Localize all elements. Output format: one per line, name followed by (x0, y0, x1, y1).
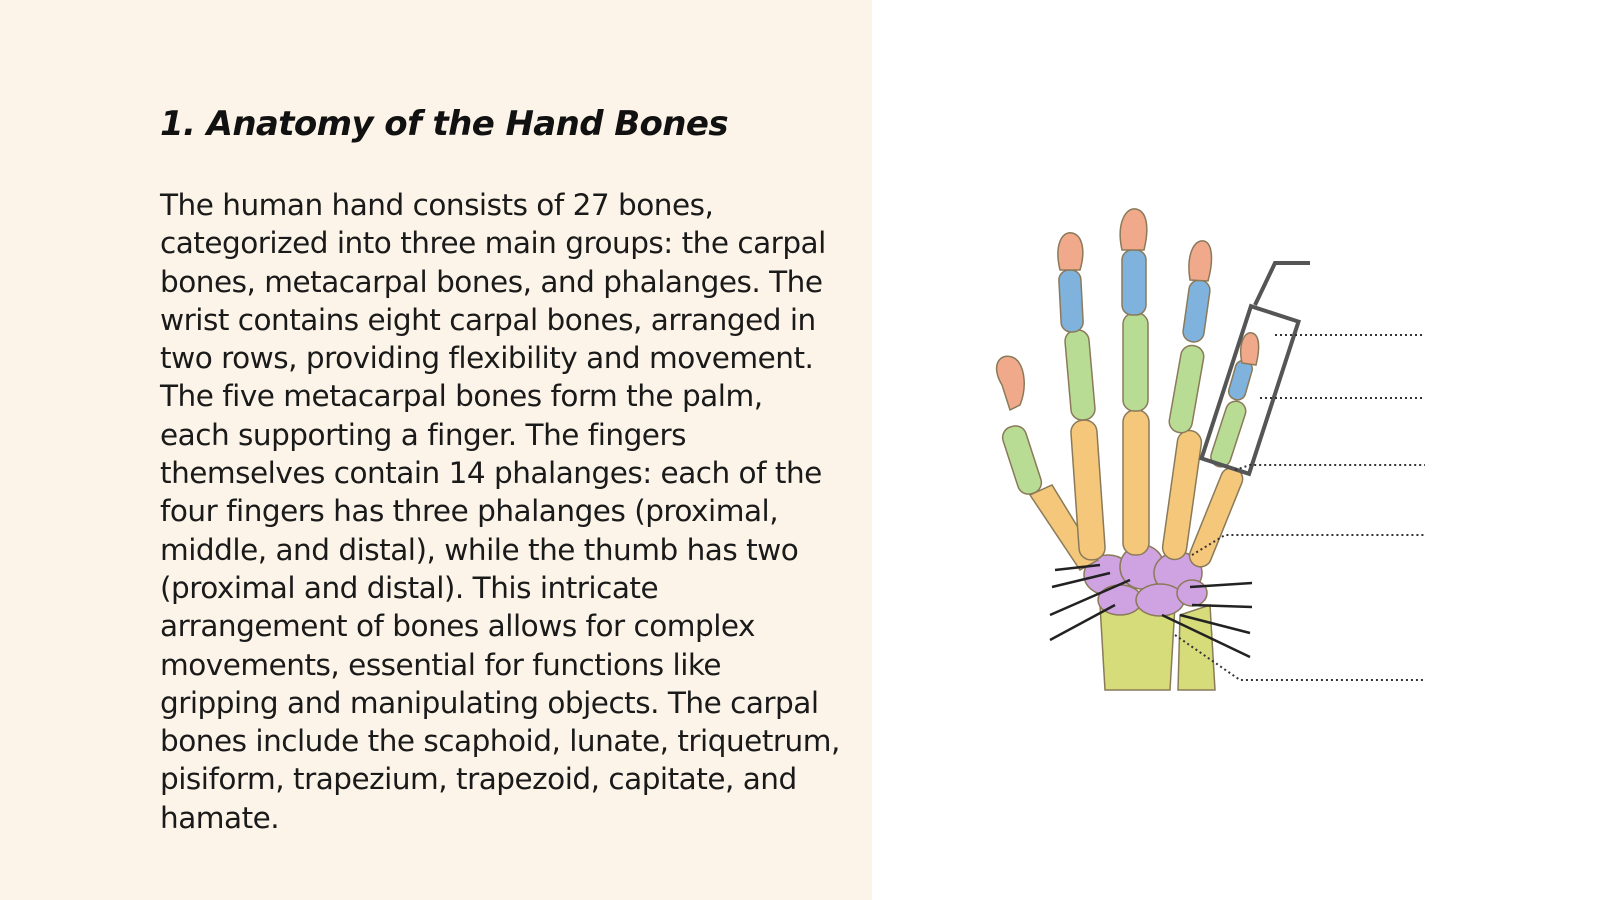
hand-skeleton-illustration (980, 195, 1460, 715)
hand-bones-figure (980, 195, 1460, 715)
metacarpal-bones (1030, 410, 1246, 570)
slide-body-text: The human hand consists of 27 bones, categorized into three main groups: the carpal bones, metacarpal bones, and phalanges. The wrist contains eight carpal bones, arranged in two rows, providing flexibility and movement. The five metacarpal bones form the palm, each supporting a finger. The fingers themselves contain 14 phalanges: each of the four fingers has three phalanges (proximal, middle, and distal), while the thumb has two (proximal and distal). This intricate arrangement of bones allows for complex movements, essential for functions like gripping and manipulating objects. The carpal bones include the scaphoid, lunate, triquetrum, pisiform, trapezium, trapezoid, capitate, and hamate. (160, 188, 840, 835)
slide-title: 1. Anatomy of the Hand Bones (160, 104, 729, 144)
forearm-bones (1100, 605, 1215, 690)
